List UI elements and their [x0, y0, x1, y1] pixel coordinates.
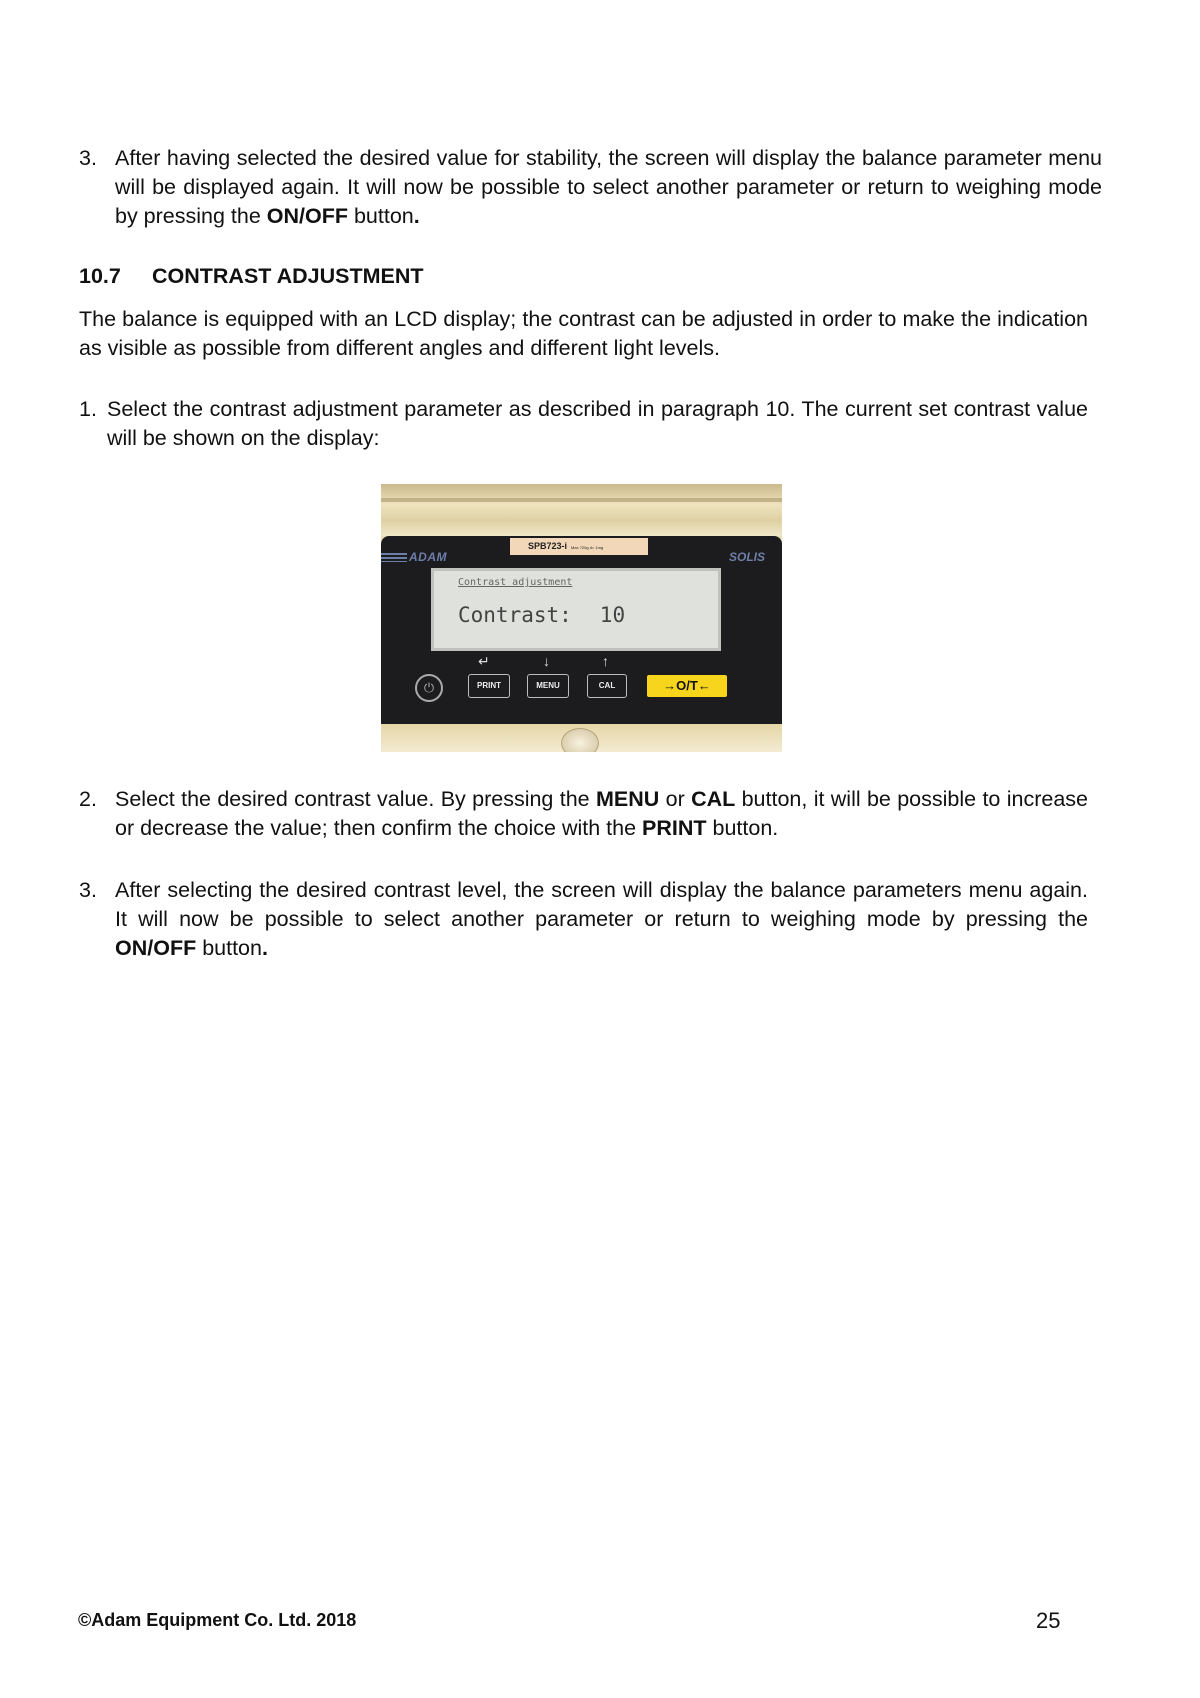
- step-3-contrast: [79, 876, 1088, 963]
- print-label: PRINT: [642, 816, 707, 840]
- cal-label: CAL: [691, 787, 736, 811]
- footer-copyright: ©Adam Equipment Co. Ltd. 2018: [78, 1610, 357, 1630]
- contrast-value: 10: [599, 603, 626, 627]
- section-title: CONTRAST ADJUSTMENT: [152, 264, 424, 288]
- menu-button: MENU: [527, 674, 569, 698]
- onoff-label: ON/OFF: [266, 204, 348, 228]
- page-number: 25: [1036, 1608, 1061, 1633]
- power-button-icon: ⏻: [415, 674, 443, 702]
- intro-paragraph: The balance is equipped with an LCD display; the contrast can be adjusted in order to make the indication as visible as possible from different angles and different light levels.: [79, 307, 1088, 360]
- step-1: [79, 395, 1088, 453]
- arrow-left-icon: ←: [697, 678, 711, 693]
- balance-lid: [381, 484, 782, 536]
- cal-button: CAL: [587, 674, 627, 698]
- enter-arrow-icon: ↵: [478, 653, 490, 669]
- section-heading: [79, 264, 424, 289]
- step-text: After having selected the desired value for stability, the screen will display the balance parameter menu will be displayed again. It will now be possible to select another parameter or return to weighing mode by pressing the ON/OFF button.: [115, 146, 1102, 228]
- onoff-label: ON/OFF: [115, 936, 197, 960]
- step-text: After selecting the desired contrast level, the screen will display the balance parameters menu again. It will now be possible to select another parameter or return to weighing mode by pressing the ON/OFF button.: [115, 878, 1088, 960]
- step-3-stability: [79, 144, 1102, 231]
- brand-logo: ADAM: [381, 550, 447, 564]
- lcd-menu-title: Contrast adjustment: [458, 577, 573, 588]
- series-label: SOLIS: [728, 550, 765, 564]
- balance-display-photo: [381, 484, 782, 752]
- level-bubble: [561, 728, 599, 752]
- lcd-screen: [431, 568, 721, 651]
- adam-logo-icon: [381, 553, 407, 562]
- step-text: Select the desired contrast value. By pressing the MENU or CAL button, it will be possible to increase or decrease the value; then confirm the choice with the PRINT button.: [115, 787, 1088, 840]
- step-number: 1.: [79, 397, 97, 421]
- print-button: PRINT: [468, 674, 510, 698]
- control-panel: [381, 536, 782, 738]
- step-number: 3.: [79, 878, 97, 902]
- step-2: [79, 785, 1088, 843]
- section-number: 10.7: [79, 264, 121, 288]
- ot-button: →O/T←: [647, 675, 727, 697]
- menu-label: MENU: [595, 787, 660, 811]
- down-arrow-icon: ↓: [543, 653, 550, 669]
- model-label: SPB723-i Max 720g d= 1mg: [510, 538, 648, 555]
- step-number: 2.: [79, 787, 97, 811]
- arrow-right-icon: →: [663, 678, 677, 693]
- step-text: Select the contrast adjustment parameter as described in paragraph 10. The current set contrast value will be shown on the display:: [107, 397, 1088, 450]
- lcd-value-line: Contrast: 10: [458, 603, 626, 627]
- up-arrow-icon: ↑: [602, 653, 609, 669]
- step-number: 3.: [79, 146, 97, 170]
